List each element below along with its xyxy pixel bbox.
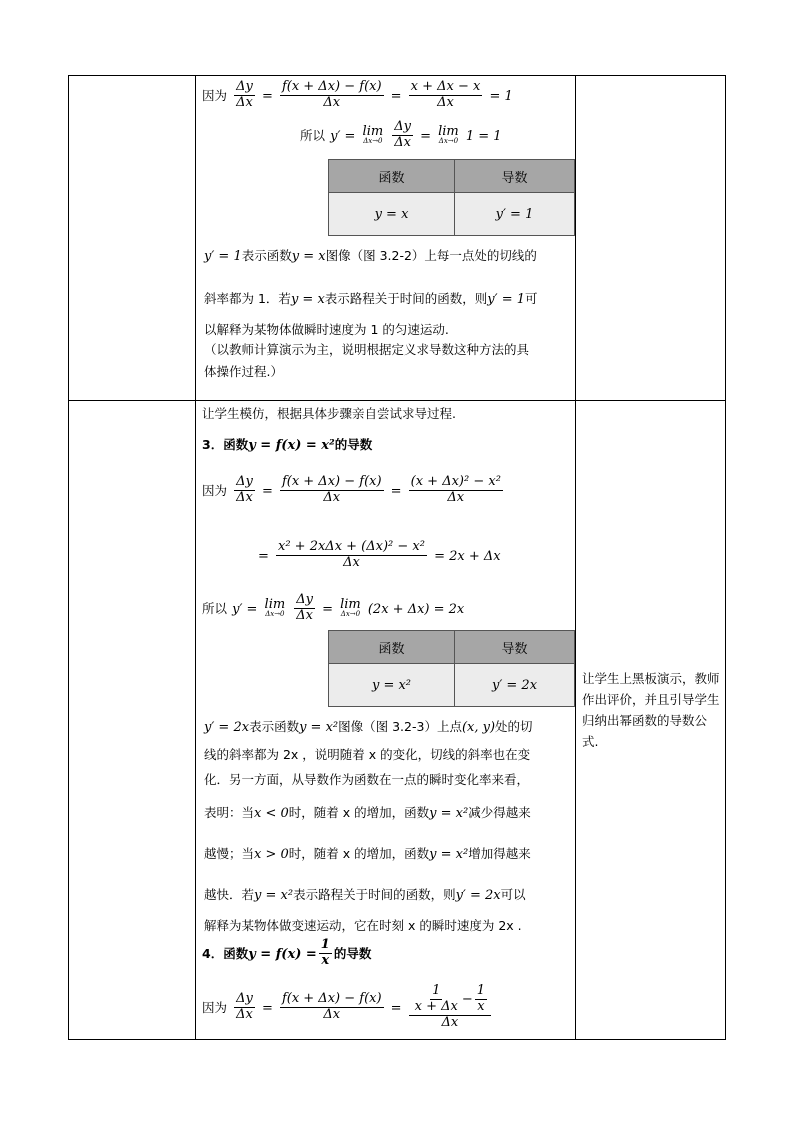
inline-math: y = x²: [299, 720, 339, 735]
fraction: [392, 120, 413, 151]
inline-math: y = x: [290, 292, 325, 307]
heading-number: 4．: [202, 945, 224, 961]
row2-paragraph-line-2: 线的斜率都为 2x ，说明随着 x 的变化，切线的斜率也在变: [204, 747, 531, 762]
fraction-numerator: f(x + Δx) − f(x): [281, 474, 382, 489]
fraction-denominator: Δx: [236, 1006, 253, 1022]
fraction-denominator: Δx: [447, 489, 465, 505]
paragraph-text: 表示函数: [249, 719, 300, 734]
table-header-derivative: 导数: [455, 631, 575, 664]
paragraph-text: 表示路程关于时间的函数，则: [293, 887, 456, 902]
equals-sign: =: [261, 483, 273, 499]
paragraph-text: 时，随着 x 的增加，函数: [288, 805, 430, 820]
fraction-numerator: Δy: [236, 990, 253, 1006]
row1-paragraph-line-3: 以解释为某物体做瞬时速度为 1 的匀速运动.: [204, 322, 449, 337]
derivative-table-2: [328, 630, 575, 707]
heading-text: 的导数: [333, 945, 372, 961]
row1-paragraph-line-4: （以教师计算演示为主，说明根据定义求导数这种方法的具: [204, 342, 530, 357]
fraction-denominator: Δx: [323, 1006, 341, 1022]
equation-result: = 1: [489, 88, 513, 104]
table-cell-derivative: y′ = 2x: [455, 664, 575, 707]
row2-equation-4: [202, 984, 493, 1031]
fraction-denominator: Δx: [394, 134, 412, 150]
row2-paragraph-line-4: [204, 802, 531, 821]
fraction-numerator: Δy: [296, 592, 314, 607]
row2-equation-1: [202, 475, 505, 506]
row1-equation-1: [202, 80, 513, 111]
table-cell-derivative: y′ = 1: [455, 193, 575, 236]
equation-result: = 2x + Δx: [434, 548, 501, 564]
fraction-numerator: 1: [476, 983, 486, 998]
inline-math: (x, y): [461, 720, 496, 735]
row2-paragraph-line-3: 化．另一方面，从导数作为函数在一点的瞬时变化率来看，: [204, 772, 530, 787]
limit-label: lim: [438, 124, 459, 140]
limit-operator: [363, 125, 384, 145]
equation-prefix: 所以: [202, 600, 228, 616]
compound-fraction: [409, 984, 491, 1031]
paragraph-text: 图像（图 3.2-3）上点: [338, 719, 462, 734]
inline-math: y′ = 1: [487, 292, 526, 307]
fraction-denominator: Δx: [296, 607, 314, 623]
equation-result: 1 = 1: [465, 128, 502, 144]
table-cell-function: y = x: [329, 193, 455, 236]
fraction-denominator: Δx: [343, 554, 360, 570]
equation-result: (2x + Δx) = 2x: [367, 601, 465, 617]
equation-prefix: 所以: [300, 127, 326, 143]
equation-prefix: 因为: [202, 999, 228, 1015]
equation-prefix: 因为: [202, 87, 228, 103]
heading-text: 函数: [223, 437, 249, 452]
limit-subscript: Δx→0: [363, 137, 383, 146]
paragraph-text: 表明：当: [204, 805, 255, 820]
equals-sign: =: [322, 601, 334, 617]
fraction: [234, 475, 255, 506]
paragraph-text: 可以: [500, 887, 526, 902]
fraction-denominator: x + Δx: [414, 998, 458, 1014]
row1-equation-2: [300, 120, 502, 151]
limit-label: lim: [362, 124, 384, 140]
fraction-numerator: 1: [432, 983, 441, 998]
inline-math: y′ = 2x: [455, 888, 501, 903]
inline-math: y′ = 2x: [204, 720, 250, 735]
limit-label: lim: [340, 597, 361, 613]
row2-paragraph-line-6: [204, 884, 526, 903]
table-left-border: [68, 75, 69, 1040]
fraction-denominator: Δx: [236, 489, 253, 505]
equals-sign: =: [420, 128, 432, 144]
fraction-numerator: (x + Δx)² − x²: [410, 474, 501, 489]
limit-operator: [340, 598, 361, 618]
fraction: [234, 992, 255, 1023]
row1-paragraph-line-1: [204, 245, 537, 264]
inline-math: y = f(x) = x²: [248, 438, 335, 453]
limit-subscript: Δx→0: [265, 610, 285, 619]
compound-numerator: $\frac{1}{x + \Delta x}$ − $\frac{1}{x}$: [409, 984, 491, 1016]
row2-heading-3: [202, 434, 372, 453]
fraction-numerator: f(x + Δx) − f(x): [281, 79, 382, 94]
fraction-numerator: x + Δx − x: [410, 79, 481, 94]
table-header-function: 函数: [329, 160, 455, 193]
limit-operator: [438, 125, 459, 145]
fraction-denominator: x: [477, 998, 485, 1014]
fraction-numerator: Δy: [236, 79, 253, 94]
equation-lhs: y′ =: [330, 128, 356, 144]
derivative-table-1: [328, 159, 575, 236]
fraction: [280, 475, 384, 506]
row2-heading-4: [202, 938, 371, 969]
equals-sign: =: [390, 1000, 402, 1016]
fraction-denominator: x: [321, 952, 330, 968]
heading-text: 的导数: [334, 437, 373, 452]
row1-paragraph-line-2: [204, 288, 538, 307]
equals-sign: =: [261, 1000, 273, 1016]
teacher-side-note: 让学生上黑板演示，教师作出评价，并且引导学生归纳出幂函数的导数公式.: [582, 671, 720, 749]
table-header-function: 函数: [329, 631, 455, 664]
limit-label: lim: [264, 597, 286, 613]
heading-number: 3．: [202, 437, 224, 452]
equation-prefix: 因为: [202, 482, 228, 498]
inline-math: x > 0: [254, 847, 289, 862]
row2-paragraph-line-5: [204, 843, 531, 862]
fraction-numerator: x² + 2xΔx + (Δx)² − x²: [278, 539, 425, 554]
fraction: [413, 984, 460, 1015]
table-top-border: [68, 75, 726, 76]
fraction: [409, 475, 503, 506]
equals-sign: =: [390, 483, 402, 499]
row2-paragraph-line-7: 解释为某物体做变速运动，它在时刻 x 的瞬时速度为 2x .: [204, 918, 522, 933]
equals-sign: =: [261, 88, 273, 104]
paragraph-text: 处的切: [495, 719, 533, 734]
limit-subscript: Δx→0: [438, 137, 459, 146]
fraction-denominator: Δx: [437, 94, 454, 110]
paragraph-text: 图像（图 3.2-2）上每一点处的切线的: [325, 248, 537, 263]
row2-paragraph-line-1: [204, 716, 533, 735]
table-col-divider-1: [195, 75, 196, 1040]
limit-operator: [265, 598, 286, 618]
paragraph-text: 增加得越来: [468, 846, 531, 861]
row1-paragraph-line-5: 体操作过程.）: [204, 364, 283, 379]
equals-sign: =: [390, 88, 402, 104]
paragraph-text: 斜率都为 1．若: [204, 291, 291, 306]
fraction-numerator: Δy: [394, 119, 412, 134]
equation-lhs: y′ =: [232, 601, 258, 617]
paragraph-text: 表示函数: [241, 248, 292, 263]
row2-equation-3: [202, 593, 464, 624]
paragraph-text: 表示路程关于时间的函数，则: [324, 291, 488, 306]
fraction-denominator: Δx: [323, 94, 341, 110]
fraction: [280, 80, 384, 111]
paragraph-text: 越快．若: [204, 887, 255, 902]
table-right-border: [725, 75, 726, 1040]
paragraph-text: 时，随着 x 的增加，函数: [288, 846, 430, 861]
inline-math: y = x²: [429, 847, 469, 862]
fraction: [475, 984, 487, 1015]
table-header-derivative: 导数: [455, 160, 575, 193]
row2-equation-2: [258, 540, 501, 571]
paragraph-text: 越慢；当: [204, 846, 255, 861]
fraction-numerator: f(x + Δx) − f(x): [281, 990, 382, 1006]
inline-math: y = x²: [254, 888, 294, 903]
inline-math: y = f(x) =: [248, 946, 317, 962]
heading-text: 函数: [223, 945, 249, 961]
paragraph-text: 可: [525, 291, 538, 306]
fraction: [294, 593, 315, 624]
inline-math: y = x²: [429, 806, 469, 821]
fraction: [234, 80, 255, 111]
paragraph-text: 减少得越来: [468, 805, 531, 820]
inline-math: y = x: [291, 249, 326, 264]
fraction-numerator: 1: [320, 937, 330, 952]
table-cell-function: y = x²: [329, 664, 455, 707]
row2-intro: 让学生模仿，根据具体步骤亲自尝试求导过程.: [202, 406, 456, 421]
table-col-divider-2: [575, 75, 576, 1040]
fraction: [276, 540, 427, 571]
fraction: [319, 938, 332, 969]
inline-math: y′ = 1: [204, 249, 242, 264]
limit-subscript: Δx→0: [340, 610, 361, 619]
fraction-denominator: Δx: [323, 489, 341, 505]
table-row-divider: [68, 400, 726, 401]
fraction: [409, 80, 483, 111]
compound-denominator: Δx: [441, 1014, 459, 1030]
fraction-numerator: Δy: [236, 474, 253, 489]
fraction: [280, 992, 384, 1023]
equals-sign: =: [258, 548, 269, 564]
inline-math: x < 0: [254, 806, 289, 821]
table-bottom-border: [68, 1039, 726, 1040]
fraction-denominator: Δx: [236, 94, 253, 110]
